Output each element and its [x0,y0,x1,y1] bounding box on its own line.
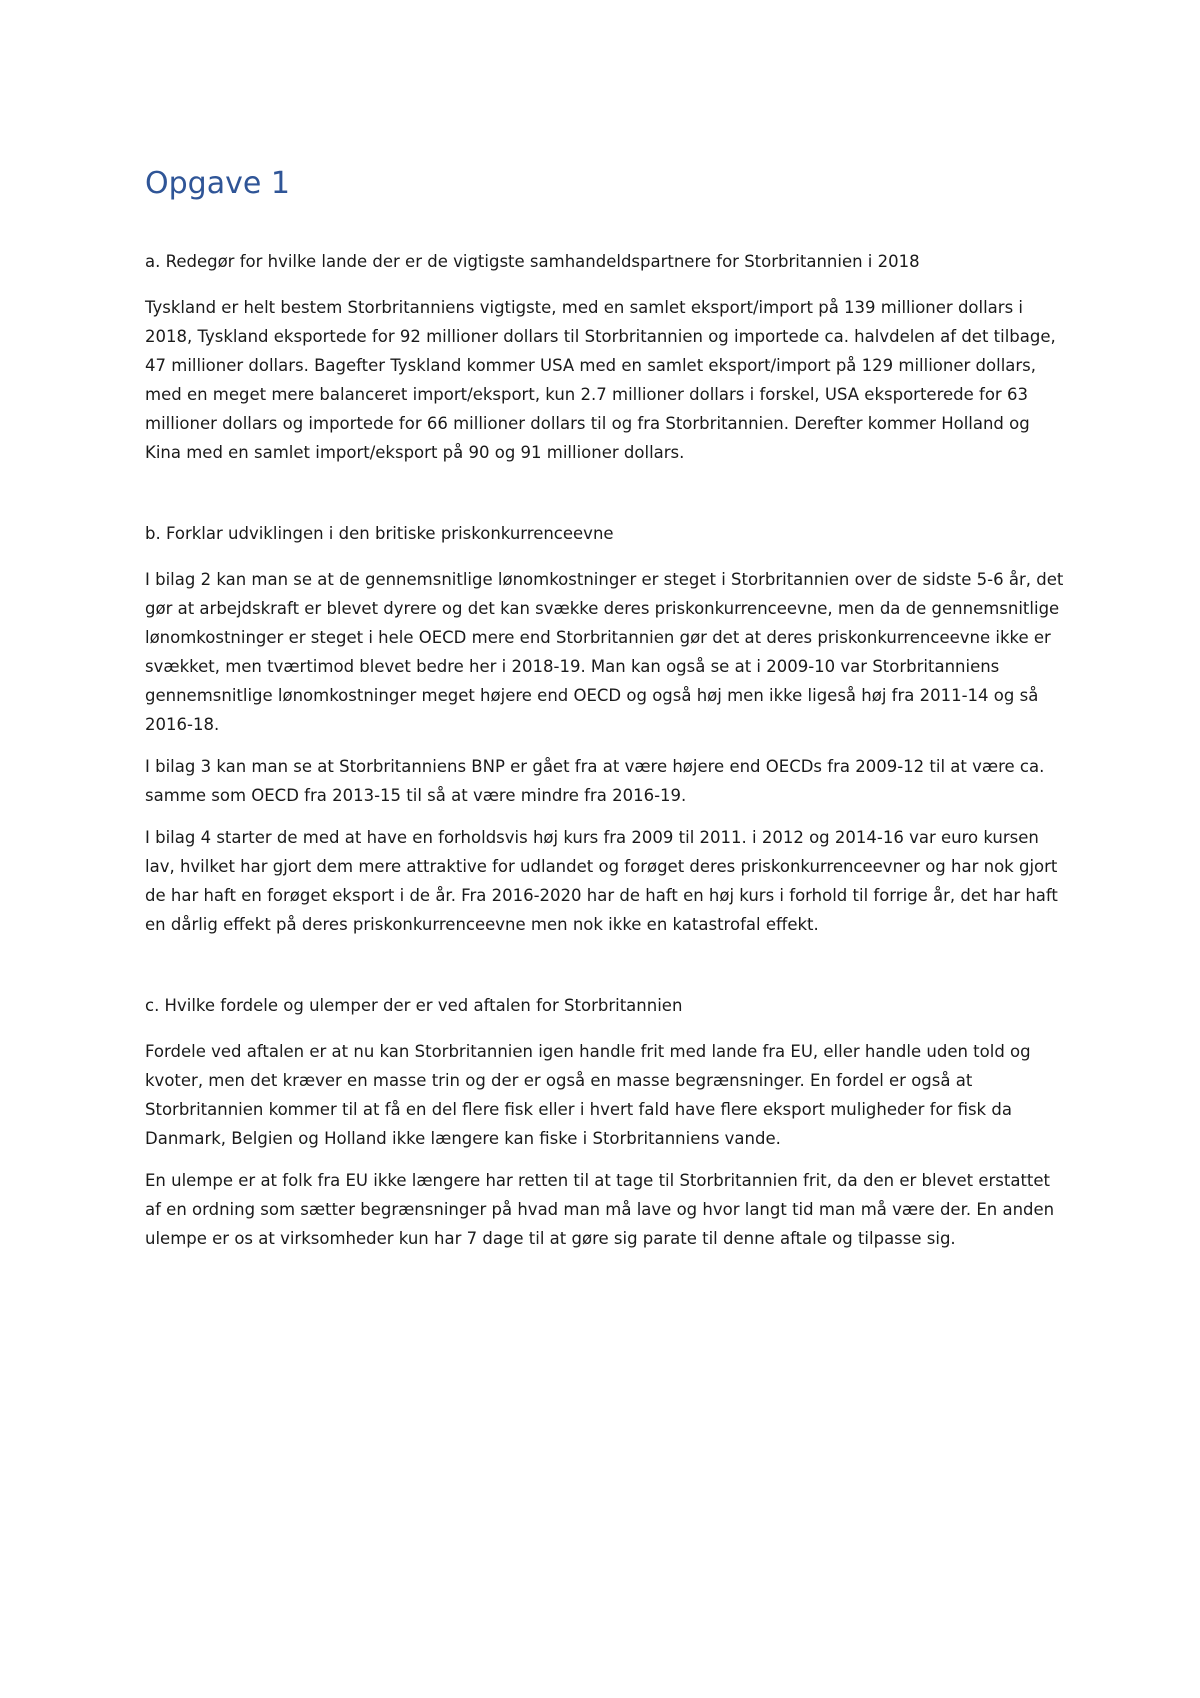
section-b [145,519,1065,939]
answer-b-paragraph-2: I bilag 3 kan man se at Storbritanniens BNP er gået fra at være højere end OECDs fra 2009-12 til at være ca. samme som OECD fra 2013-15 til så at være mindre fra 2016-19. [145,757,1045,805]
answer-b-paragraph-3: I bilag 4 starter de med at have en forholdsvis høj kurs fra 2009 til 2011. i 2012 og 2014-16 var euro kursen lav, hvilket har gjort dem mere attraktive for udlandet og forøget deres priskonkurrenceevner og har nok gjort de har haft en forøget eksport i de år. Fra 2016-2020 har de haft en høj kurs i forhold til forrige år, det har haft en dårlig effekt på deres priskonkurrenceevne men nok ikke en katastrofal effekt. [145,828,1058,934]
answer-a-paragraph-1: Tyskland er helt bestem Storbritanniens vigtigste, med en samlet eksport/import på 139 millioner dollars i 2018, Tyskland eksportede for 92 millioner dollars til Storbritannien og importede ca. halvdelen af det tilbage, 47 millioner dollars. Bagefter Tyskland kommer USA med en samlet eksport/import på 129 millioner dollars, med en meget mere balanceret import/eksport, kun 2.7 millioner dollars i forskel, USA eksporterede for 63 millioner dollars og importede for 66 millioner dollars til og fra Storbritannien. Derefter kommer Holland og Kina med en samlet import/eksport på 90 og 91 millioner dollars. [145,298,1056,462]
answer-c-paragraph-2: En ulempe er at folk fra EU ikke længere har retten til at tage til Storbritannien frit, da den er blevet erstattet af en ordning som sætter begrænsninger på hvad man må lave og hvor langt tid man må være der. En anden ulempe er os at virksomheder kun har 7 dage til at gøre sig parate til denne aftale og tilpasse sig. [145,1171,1055,1248]
document-page [145,166,1065,1266]
page-title: Opgave 1 [145,166,290,201]
question-a: a. Redegør for hvilke lande der er de vigtigste samhandeldspartnere for Storbritannien i 2018 [145,252,920,271]
section-a [145,247,1065,467]
question-b: b. Forklar udviklingen i den britiske priskonkurrenceevne [145,524,614,543]
section-c [145,991,1065,1253]
answer-c-paragraph-1: Fordele ved aftalen er at nu kan Storbritannien igen handle frit med lande fra EU, eller handle uden told og kvoter, men det kræver en masse trin og der er også en masse begrænsninger. En fordel er også at Storbritannien kommer til at få en del flere fisk eller i hvert fald have flere eksport muligheder for fisk da Danmark, Belgien og Holland ikke længere kan fiske i Storbritanniens vande. [145,1042,1031,1148]
question-c: c. Hvilke fordele og ulemper der er ved aftalen for Storbritannien [145,996,683,1015]
answer-b-paragraph-1: I bilag 2 kan man se at de gennemsnitlige lønomkostninger er steget i Storbritannien over de sidste 5-6 år, det gør at arbejdskraft er blevet dyrere og det kan svække deres priskonkurrenceevne, men da de gennemsnitlige lønomkostninger er steget i hele OECD mere end Storbritannien gør det at deres priskonkurrenceevne ikke er svækket, men tværtimod blevet bedre her i 2018-19. Man kan også se at i 2009-10 var Storbritanniens gennemsnitlige lønomkostninger meget højere end OECD og også høj men ikke ligeså høj fra 2011-14 og så 2016-18. [145,570,1064,734]
